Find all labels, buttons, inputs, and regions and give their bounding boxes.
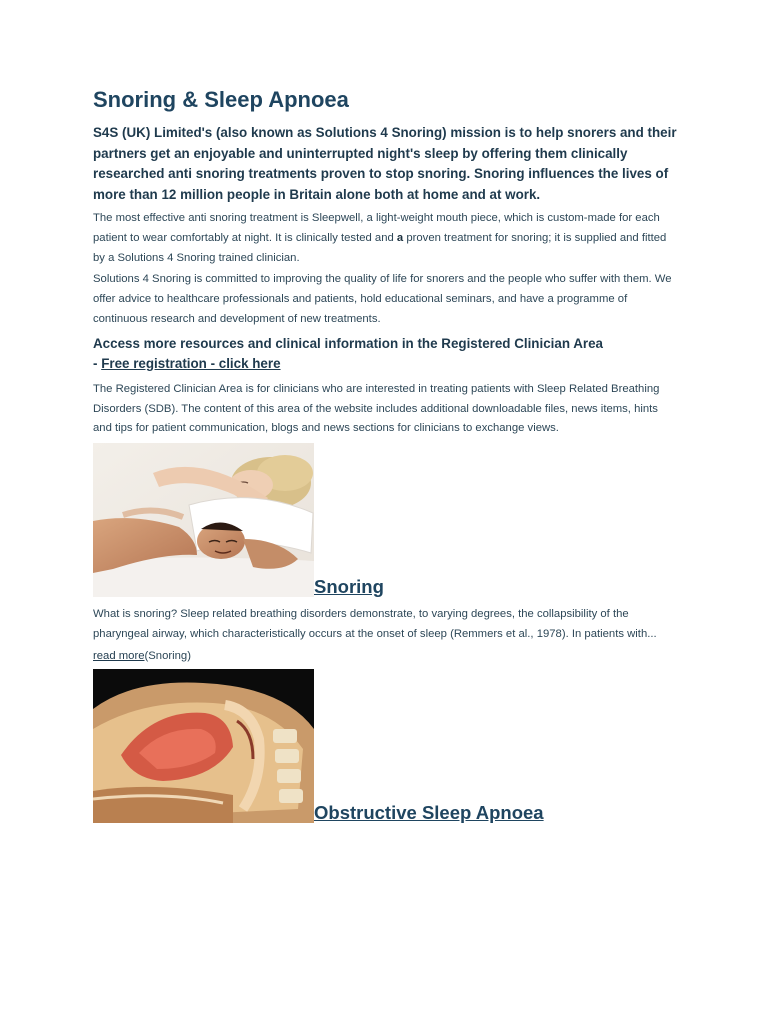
read-more-link[interactable]: read more	[93, 649, 145, 662]
snoring-read-more-line	[93, 647, 678, 665]
page-content	[93, 86, 678, 823]
page-title: Snoring & Sleep Apnoea	[93, 87, 349, 112]
read-more-suffix: (Snoring)	[144, 649, 191, 662]
snoring-excerpt: What is snoring? Sleep related breathing disorders demonstrate, to varying degrees, the collapsibility of the pharyngeal airway, which characteristically occurs at the onset of sleep (Remmers et al., 1978). In patients with...	[93, 608, 657, 640]
snoring-image[interactable]	[93, 443, 314, 597]
sleepwell-text-b: proven treatment for snoring; it is supplied and fitted by a Solutions 4 Snoring trained clinician.	[93, 231, 667, 264]
clinician-area-text: Access more resources and clinical information in the Registered Clinician Area	[93, 335, 604, 351]
osa-image[interactable]	[93, 669, 314, 823]
couple-in-bed-illustration	[93, 443, 314, 597]
commitment-paragraph: Solutions 4 Snoring is committed to improving the quality of life for snorers and the people who suffer with them. We offer advice to healthcare professionals and patients, hold educational seminars, and have a programme of continuous research and development of new treatments.	[93, 273, 672, 325]
sleepwell-text-a: The most effective anti snoring treatment is Sleepwell, a light-weight mouth piece, which is custom-made for each patient to wear comfortably at night. It is clinically tested and	[93, 212, 660, 244]
sleepwell-bold: a	[396, 231, 404, 244]
free-registration-link[interactable]: Free registration - click here	[101, 355, 281, 371]
snoring-article-header	[93, 443, 678, 597]
clinician-area-paragraph: The Registered Clinician Area is for clinicians who are interested in treating patients with Sleep Related Breathing Disorders (SDB). The content of this area of the website includes additional downloadable files, news items, hints and tips for patient communication, blogs and news sections for clinicians to exchange views.	[93, 382, 660, 435]
clinician-dash: -	[93, 355, 102, 371]
clinician-area-callout	[93, 334, 678, 374]
sleepwell-paragraph	[93, 209, 678, 268]
osa-article-header	[93, 669, 678, 823]
osa-article-title[interactable]: Obstructive Sleep Apnoea	[314, 801, 544, 823]
mission-statement: S4S (UK) Limited's (also known as Solutions 4 Snoring) mission is to help snorers and their partners get an enjoyable and uninterrupted night's sleep by offering them clinically researched anti snoring treatments proven to stop snoring. Snoring influences the lives of more than 12 million people in Britain alone both at home and at work.	[93, 125, 677, 202]
airway-anatomy-illustration	[93, 669, 314, 823]
snoring-article-title[interactable]: Snoring	[314, 576, 384, 598]
